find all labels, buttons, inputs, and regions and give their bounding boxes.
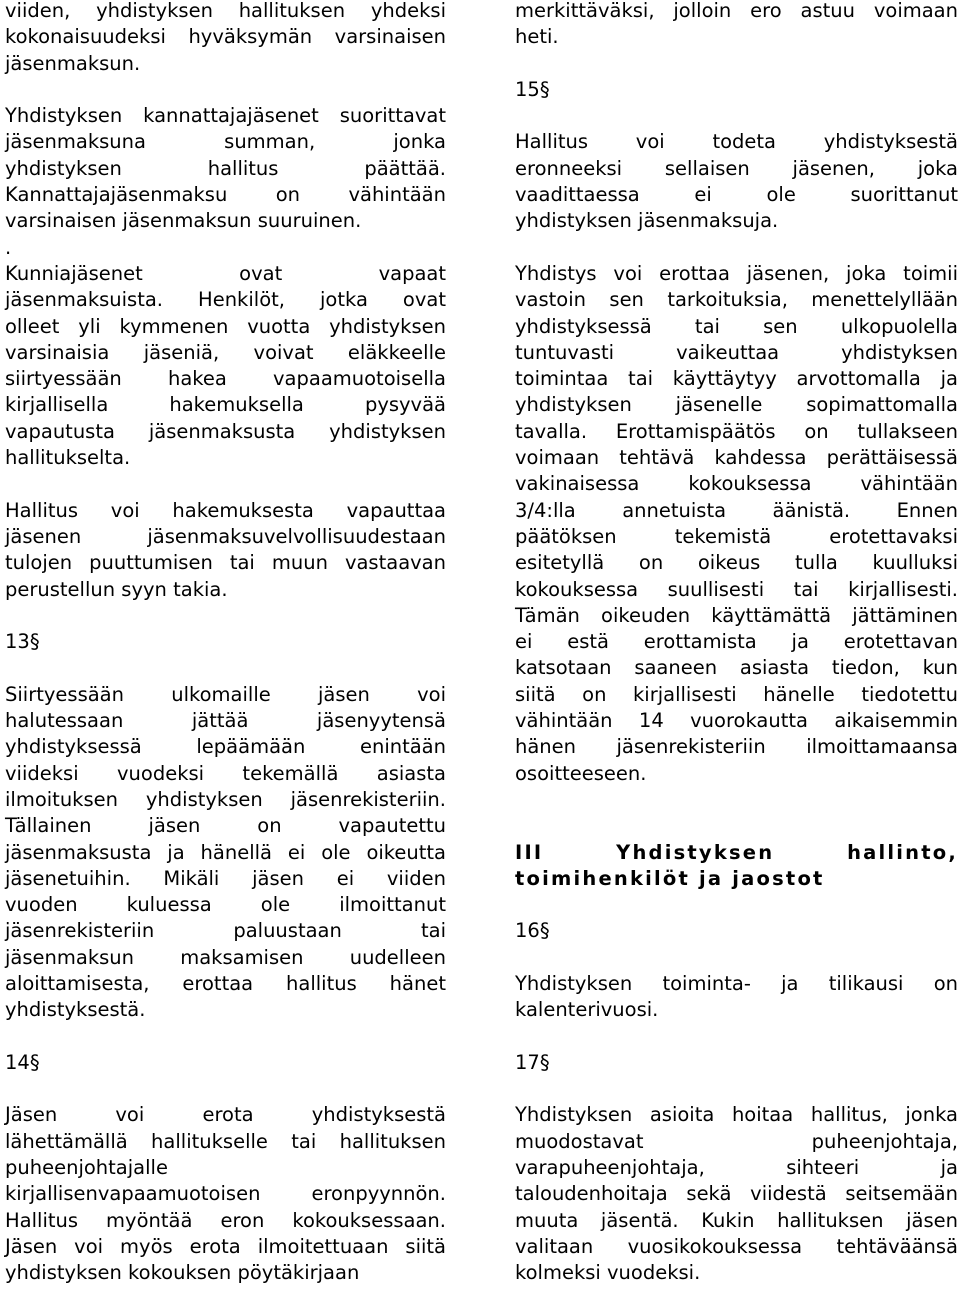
text-line: jäsenmaksuna summan, jonka	[5, 130, 446, 154]
text-line: tulojen puuttumisen tai muun vastaavan	[5, 551, 446, 575]
text-line: tavalla. Erottamispäätös on tullakseen	[515, 419, 958, 443]
paragraph	[515, 1102, 958, 1286]
text-line: Yhdistyksen asioita hoitaa hallitus, jonka	[515, 1103, 958, 1127]
text-line: Hallitus voi hakemuksesta vapauttaa	[5, 498, 446, 522]
paragraph	[5, 682, 446, 1024]
text-line: hänen jäsenrekisteriin ilmoittamaansa	[515, 735, 958, 759]
text-line: Yhdistys voi erottaa jäsenen, joka toimii	[515, 261, 958, 285]
text-line: yhdistyksessä tai sen ulkopuolella	[515, 314, 958, 338]
text-line: kalenterivuosi.	[515, 998, 659, 1022]
text-line: halutessaan jättää jäsenyytensä	[5, 709, 446, 733]
text-line: Tämän oikeuden käyttämättä jättäminen	[515, 603, 958, 627]
text-line: puheenjohtajalle	[5, 1156, 168, 1180]
paragraph	[515, 261, 958, 787]
paragraph	[515, 971, 958, 1024]
text-line: lähettämällä hallitukselle tai hallituksen	[5, 1129, 446, 1153]
text-line: Hallitus myöntää eron kokouksessaan.	[5, 1208, 446, 1232]
paragraph	[5, 1102, 446, 1286]
text-line: jäsenmaksun.	[5, 51, 141, 75]
paragraph	[515, 0, 958, 51]
text-line: eronneeksi sellaisen jäsenen, joka	[515, 156, 958, 180]
text-line: Kunniajäsenet ovat vapaat	[5, 261, 446, 285]
text-line: viideksi vuodeksi tekemällä asiasta	[5, 761, 446, 785]
text-line: jäsenmaksusta ja hänellä ei ole oikeutta	[5, 840, 446, 864]
paragraph	[515, 129, 958, 234]
text-line: kokouksessa suullisesti tai kirjallisesti.	[515, 577, 958, 601]
text-line: kokonaisuudeksi hyväksymän varsinaisen	[5, 25, 446, 49]
text-line: Hallitus voi todeta yhdistyksestä	[515, 130, 958, 154]
text-line: siirtyessään hakea vapaamuotoisella	[5, 367, 446, 391]
right-column	[515, 0, 958, 1287]
text-line: jäsenen jäsenmaksuvelvollisuudestaan	[5, 524, 446, 548]
text-line: Jäsen voi erota yhdistyksestä	[5, 1103, 446, 1127]
text-line: taloudenhoitaja sekä viidestä seitsemään	[515, 1182, 958, 1206]
text-line: viiden, yhdistyksen hallituksen yhdeksi	[5, 0, 446, 22]
text-line: yhdistyksen hallitus päättää.	[5, 156, 446, 180]
text-line: aloittamisesta, erottaa hallitus hänet	[5, 971, 446, 995]
text-line: osoitteeseen.	[515, 761, 647, 785]
text-line: Yhdistyksen toiminta- ja tilikausi on	[515, 971, 958, 995]
text-line: päätöksen tekemistä erotettavaksi	[515, 524, 958, 548]
paragraph	[5, 0, 446, 77]
text-line: Siirtyessään ulkomaille jäsen voi	[5, 682, 446, 706]
text-line: kirjallisenvapaamuotoisen eronpyynnön.	[5, 1182, 446, 1206]
text-line: siitä on kirjallisesti hänelle tiedotettu	[515, 682, 958, 706]
text-line: .	[5, 235, 12, 259]
text-line: ilmoituksen yhdistyksen jäsenrekisteriin.	[5, 787, 446, 811]
text-line: vakinaisessa kokouksessa vähintään	[515, 472, 958, 496]
text-line: jäsenrekisteriin paluustaan tai	[5, 919, 446, 943]
text-line: Kannattajajäsenmaksu on vähintään	[5, 183, 446, 207]
text-line: voimaan tehtävä kahdessa perättäisessä	[515, 446, 958, 470]
chapter-heading	[515, 840, 958, 893]
text-line: yhdistyksen kokouksen pöytäkirjaan	[5, 1261, 360, 1285]
text-line: ei estä erottamista ja erotettavan	[515, 630, 958, 654]
paragraph	[5, 498, 446, 603]
text-line: Jäsen voi myös erota ilmoitettuaan siitä	[5, 1234, 446, 1258]
text-line: tuntuvasti vaikeuttaa yhdistyksen	[515, 340, 958, 364]
text-line: yhdistyksestä.	[5, 998, 146, 1022]
text-line: varsinaisen jäsenmaksun suuruinen.	[5, 209, 362, 233]
text-line: vaadittaessa ei ole suorittanut	[515, 183, 958, 207]
section-number-17: 17§	[515, 1050, 550, 1074]
section-number-13: 13§	[5, 630, 40, 654]
text-line: valitaan vuosikokouksessa tehtäväänsä	[515, 1234, 958, 1258]
section-number-15: 15§	[515, 77, 550, 101]
text-line: Yhdistyksen kannattajajäsenet suorittavat	[5, 104, 446, 128]
text-line: jäsenmaksuista. Henkilöt, jotka ovat	[5, 288, 446, 312]
text-line: merkittäväksi, jolloin ero astuu voimaan	[515, 0, 958, 22]
text-line: vuoden kuluessa ole ilmoittanut	[5, 893, 446, 917]
section-number-16: 16§	[515, 919, 550, 943]
text-line: 3/4:lla annetuista äänistä. Ennen	[515, 498, 958, 522]
text-line: perustellun syyn takia.	[5, 577, 228, 601]
text-line: vapautusta jäsenmaksusta yhdistyksen	[5, 419, 446, 443]
text-line: varapuheenjohtaja, sihteeri ja	[515, 1156, 958, 1180]
text-line: varsinaisia jäseniä, voivat eläkkeelle	[5, 340, 446, 364]
text-line: jäsenetuihin. Mikäli jäsen ei viiden	[5, 866, 446, 890]
section-number-14: 14§	[5, 1050, 40, 1074]
text-line: toimintaa tai käyttäytyy arvottomalla ja	[515, 367, 958, 391]
text-line: esitetyllä on oikeus tulla kuulluksi	[515, 551, 958, 575]
text-line: muuta jäsentä. Kukin hallituksen jäsen	[515, 1208, 958, 1232]
text-line: katsotaan saaneen asiasta tiedon, kun	[515, 656, 958, 680]
text-line: yhdistyksen jäsenelle sopimattomalla	[515, 393, 958, 417]
text-line: heti.	[515, 25, 559, 49]
text-line: hallitukselta.	[5, 446, 131, 470]
paragraph	[5, 235, 446, 472]
text-line: yhdistyksessä lepäämään enintään	[5, 735, 446, 759]
text-line: kirjallisella hakemuksella pysyvää	[5, 393, 446, 417]
text-line: muodostavat puheenjohtaja,	[515, 1129, 958, 1153]
text-line: jäsenmaksun maksamisen uudelleen	[5, 945, 446, 969]
heading-line: III Yhdistyksen hallinto,	[515, 840, 958, 864]
text-line: Tällainen jäsen on vapautettu	[5, 814, 446, 838]
left-column	[5, 0, 446, 1287]
text-line: olleet yli kymmenen vuotta yhdistyksen	[5, 314, 446, 338]
heading-line: toimihenkilöt ja jaostot	[515, 866, 825, 890]
text-line: vähintään 14 vuorokautta aikaisemmin	[515, 709, 958, 733]
paragraph	[5, 103, 446, 234]
text-line: vastoin sen tarkoituksia, menettelyllään	[515, 288, 958, 312]
text-line: kolmeksi vuodeksi.	[515, 1261, 701, 1285]
text-line: yhdistyksen jäsenmaksuja.	[515, 209, 779, 233]
